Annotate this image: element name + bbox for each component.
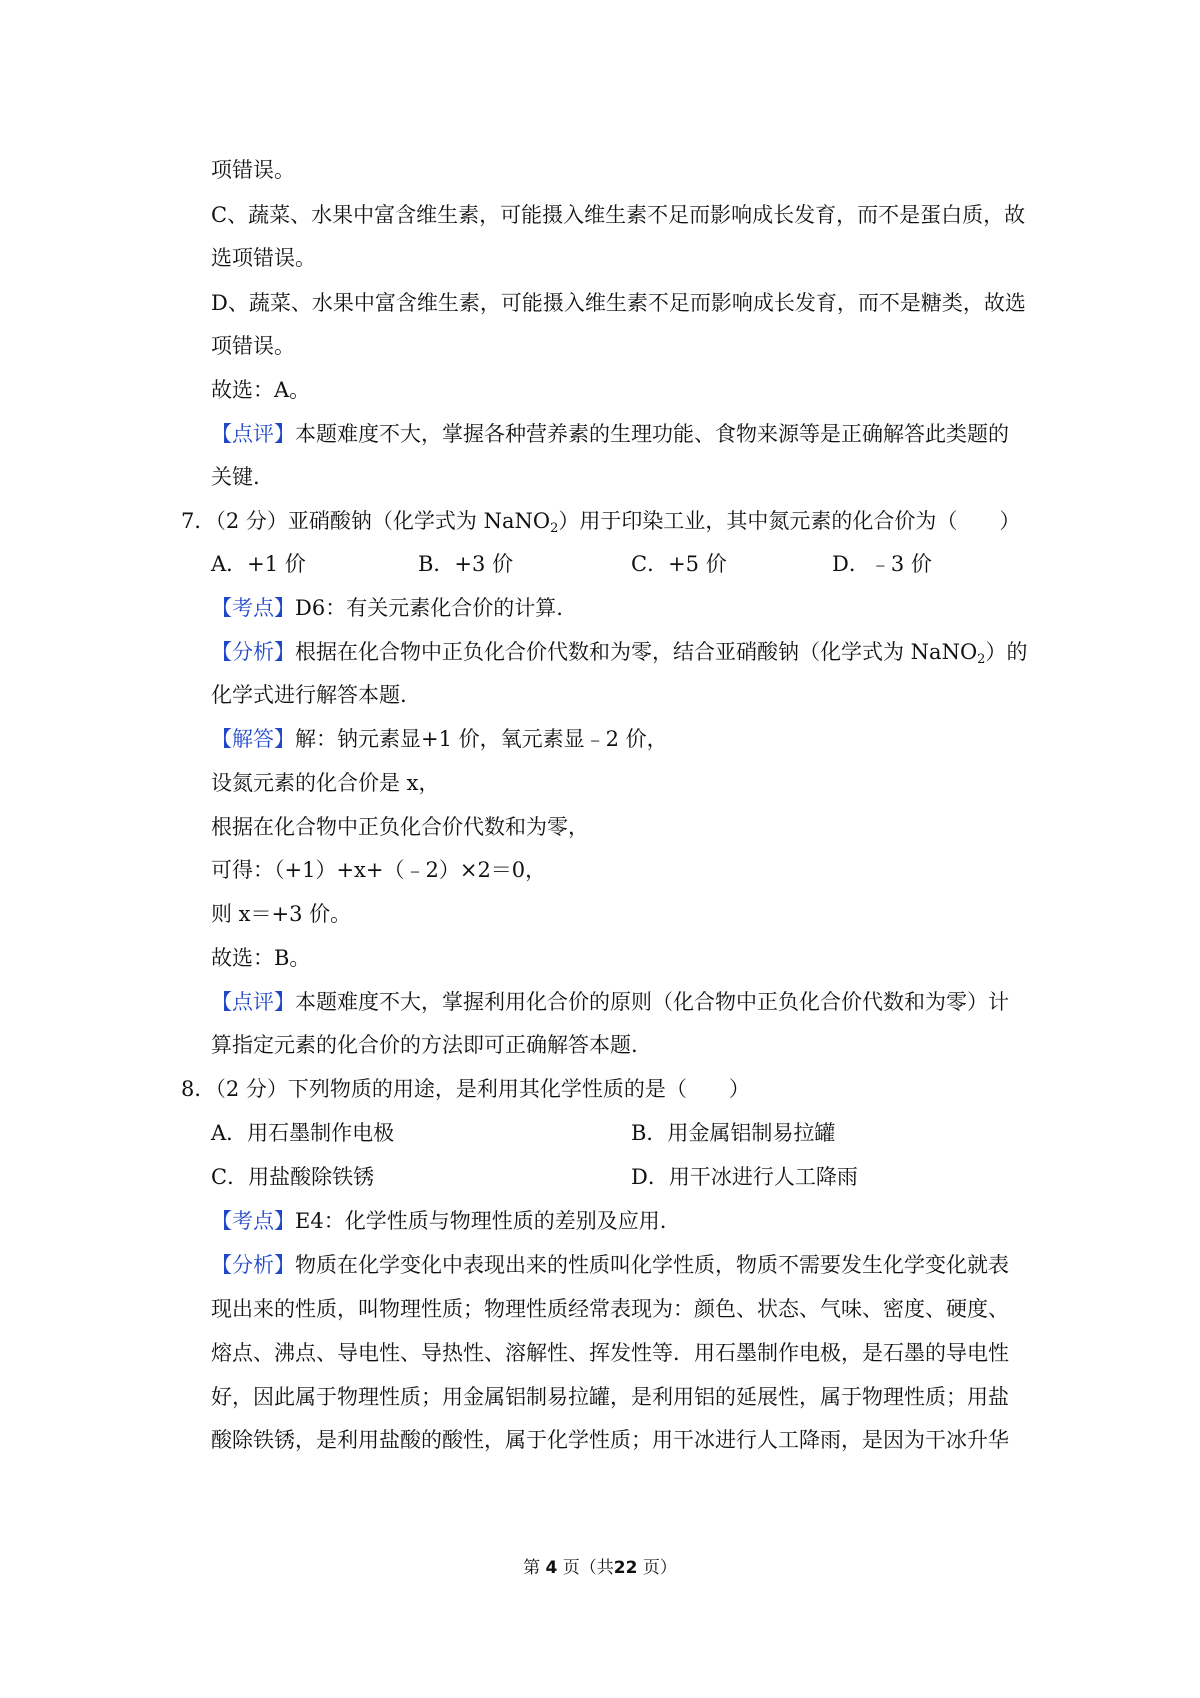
q8-kaodian bbox=[211, 1207, 666, 1235]
q6-review bbox=[211, 420, 1009, 448]
q7-jieda-line3: 根据在化合物中正负化合价代数和为零， bbox=[211, 815, 589, 839]
q8-stem: 8．（2 分）下列物质的用途，是利用其化学性质的是（ ） bbox=[181, 1077, 750, 1101]
q8-fenxi bbox=[211, 1251, 1009, 1279]
q6-option-c-explanation-cont: 选项错误。 bbox=[211, 246, 316, 270]
kaodian-tag: 【考点】 bbox=[211, 1209, 295, 1233]
q8-option-c: C．用盐酸除铁锈 bbox=[211, 1165, 375, 1189]
footer-suffix: 页） bbox=[642, 1558, 677, 1578]
q7-stem-text-end: ）用于印染工业，其中氮元素的化合价为（ ） bbox=[558, 509, 1021, 533]
fenxi-text-end: ）的 bbox=[985, 640, 1028, 664]
q7-fenxi bbox=[211, 638, 1027, 666]
q8-fenxi-line2: 现出来的性质，叫物理性质；物理性质经常表现为：颜色、状态、气味、密度、硬度、 bbox=[211, 1297, 1009, 1321]
q6-text-line: 项错误。 bbox=[211, 158, 295, 182]
q7-option-a: A．+1 价 bbox=[211, 552, 306, 576]
q7-stem bbox=[181, 507, 1020, 535]
q8-option-a: A．用石墨制作电极 bbox=[211, 1121, 395, 1145]
fenxi-text: 根据在化合物中正负化合价代数和为零，结合亚硝酸钠（化学式为 NaNO bbox=[295, 640, 978, 664]
fenxi-tag: 【分析】 bbox=[211, 1253, 295, 1277]
kaodian-tag: 【考点】 bbox=[211, 596, 295, 620]
review-text: 本题难度不大，掌握利用化合价的原则（化合物中正负化合价代数和为零）计 bbox=[295, 990, 1009, 1014]
q7-answer: 故选：B。 bbox=[211, 946, 311, 970]
q7-stem-text: 7．（2 分）亚硝酸钠（化学式为 NaNO bbox=[181, 509, 551, 533]
q7-option-b: B．+3 价 bbox=[418, 552, 514, 576]
q7-review bbox=[211, 988, 1009, 1016]
q7-option-d: D．﹣3 价 bbox=[832, 552, 932, 576]
q7-jieda-line4: 可得：（+1）+x+（﹣2）×2＝0， bbox=[211, 858, 547, 882]
q6-answer: 故选：A。 bbox=[211, 378, 311, 402]
q8-option-b: B．用金属铝制易拉罐 bbox=[631, 1121, 836, 1145]
fenxi-subscript: 2 bbox=[977, 652, 986, 667]
fenxi-text: 物质在化学变化中表现出来的性质叫化学性质，物质不需要发生化学变化就表 bbox=[295, 1253, 1009, 1277]
q6-option-d-explanation: D、蔬菜、水果中富含维生素，可能摄入维生素不足而影响成长发育，而不是糖类，故选 bbox=[211, 291, 1026, 315]
q6-review-cont: 关键. bbox=[211, 465, 260, 489]
jieda-text: 解：钠元素显+1 价，氧元素显﹣2 价， bbox=[295, 727, 668, 751]
review-tag: 【点评】 bbox=[211, 422, 295, 446]
jieda-tag: 【解答】 bbox=[211, 727, 295, 751]
q7-jieda-line2: 设氮元素的化合价是 x， bbox=[211, 771, 440, 795]
q8-fenxi-line3: 熔点、沸点、导电性、导热性、溶解性、挥发性等．用石墨制作电极，是石墨的导电性 bbox=[211, 1341, 1009, 1365]
total-pages: 22 bbox=[613, 1558, 638, 1578]
q7-option-c: C．+5 价 bbox=[631, 552, 727, 576]
q8-fenxi-line4: 好，因此属于物理性质；用金属铝制易拉罐，是利用铝的延展性，属于物理性质；用盐 bbox=[211, 1385, 1009, 1409]
q8-option-d: D．用干冰进行人工降雨 bbox=[631, 1165, 858, 1189]
q6-option-d-explanation-cont: 项错误。 bbox=[211, 334, 295, 358]
q8-fenxi-line5: 酸除铁锈，是利用盐酸的酸性，属于化学性质；用干冰进行人工降雨，是因为干冰升华 bbox=[211, 1428, 1009, 1452]
q7-jieda-line5: 则 x＝+3 价。 bbox=[211, 902, 352, 926]
q7-review-cont: 算指定元素的化合价的方法即可正确解答本题. bbox=[211, 1033, 638, 1057]
q7-kaodian bbox=[211, 594, 563, 622]
review-text: 本题难度不大，掌握各种营养素的生理功能、食物来源等是正确解答此类题的 bbox=[295, 422, 1009, 446]
q7-jieda bbox=[211, 725, 668, 753]
kaodian-text: E4：化学性质与物理性质的差别及应用. bbox=[295, 1209, 667, 1233]
page-number: 4 bbox=[545, 1558, 558, 1578]
page-footer bbox=[0, 1557, 1200, 1579]
kaodian-text: D6：有关元素化合价的计算. bbox=[295, 596, 563, 620]
footer-prefix: 第 bbox=[523, 1558, 541, 1578]
q6-option-c-explanation: C、蔬菜、水果中富含维生素，可能摄入维生素不足而影响成长发育，而不是蛋白质，故 bbox=[211, 203, 1026, 227]
footer-middle: 页（共 bbox=[562, 1558, 614, 1578]
q7-stem-subscript: 2 bbox=[550, 521, 559, 536]
fenxi-tag: 【分析】 bbox=[211, 640, 295, 664]
q7-fenxi-cont: 化学式进行解答本题. bbox=[211, 683, 407, 707]
review-tag: 【点评】 bbox=[211, 990, 295, 1014]
